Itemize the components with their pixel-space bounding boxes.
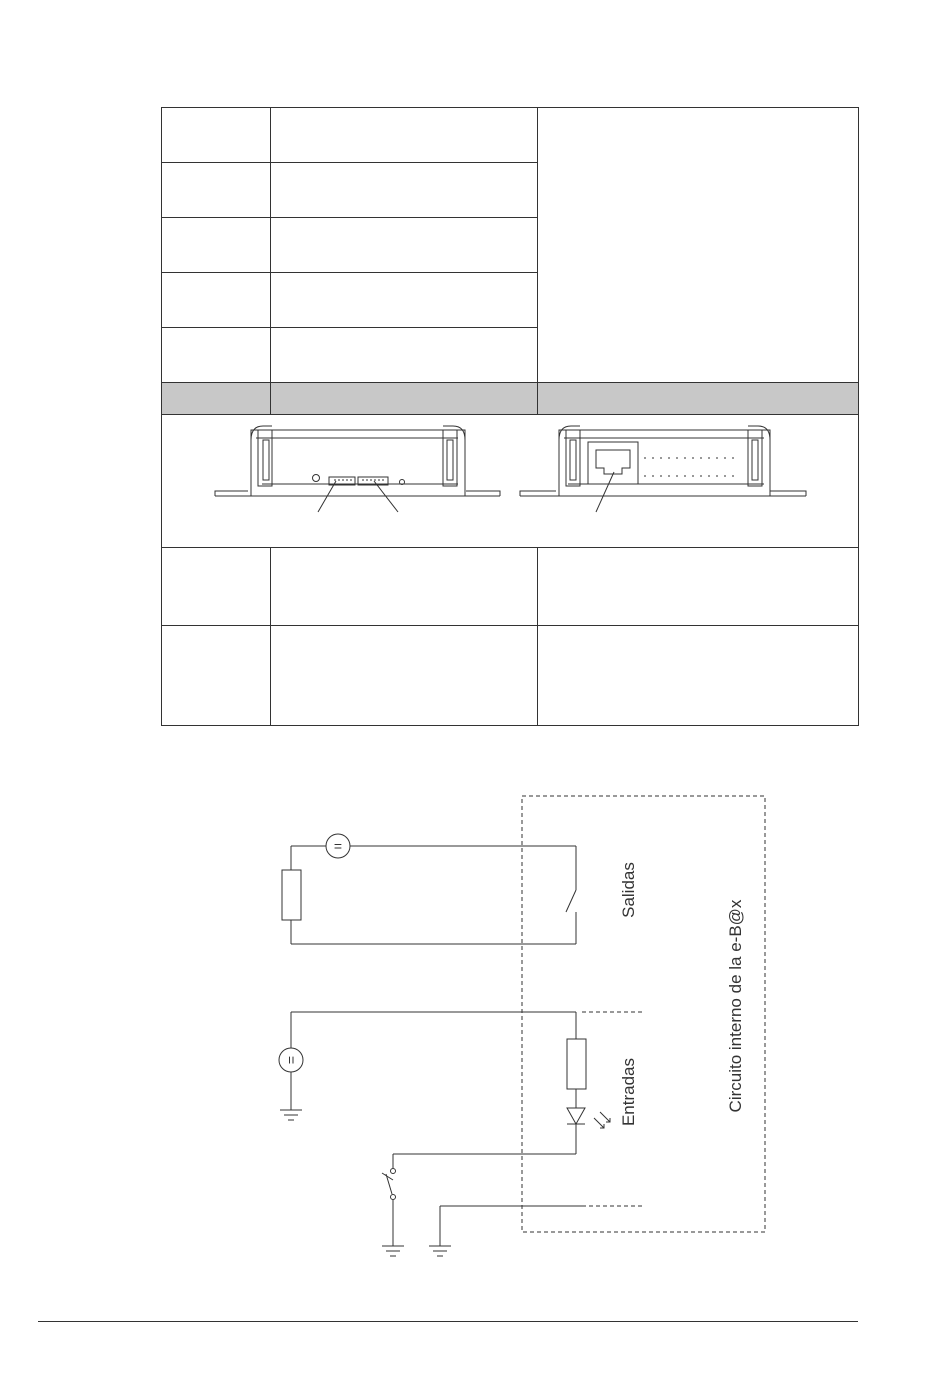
internal-circuit-label: Circuito interno de la e-B@x — [726, 899, 745, 1113]
input-circuit — [279, 1012, 642, 1256]
output-circuit — [282, 834, 576, 944]
outputs-label: Salidas — [619, 862, 638, 918]
input-source-symbol: = — [283, 1055, 299, 1065]
inputs-label: Entradas — [619, 1057, 638, 1127]
output-source-symbol: = — [333, 838, 343, 854]
footer-rule — [38, 1321, 858, 1322]
